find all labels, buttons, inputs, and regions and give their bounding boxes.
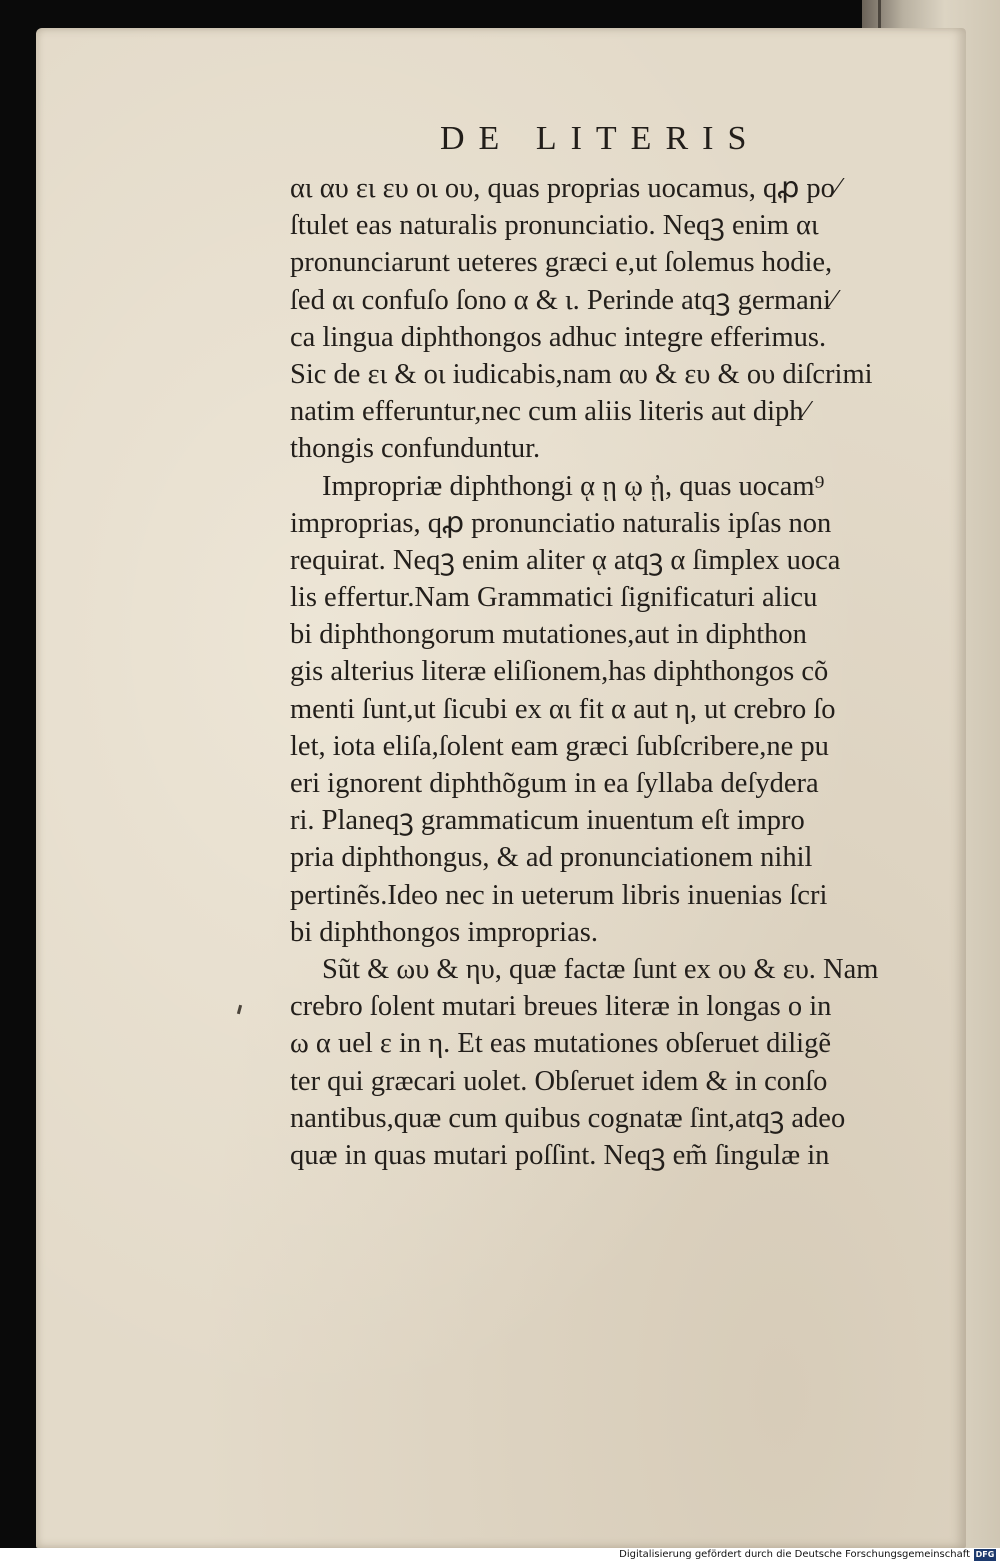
- text-line: nantibus,quæ cum quibus cognatæ ſint,atqꝫ adeo: [290, 1102, 846, 1134]
- text-line: quæ in quas mutari poſſint. Neqꝫ em̃ ſingulæ in: [290, 1139, 830, 1171]
- paragraph-start-line: Impropriæ diphthongi ᾳ ῃ ῳ ᾐ, quas uocam⁹: [322, 470, 825, 502]
- page-text: [290, 170, 920, 1174]
- text-line: pronunciarunt ueteres græci e,ut ſolemus hodie,: [290, 247, 833, 279]
- text-line: improprias, qꝓ pronunciatio naturalis ipſas non: [290, 507, 832, 539]
- text-line: αι αυ ει ευ οι ου, quas proprias uocamus, qꝓ po⁄: [290, 173, 840, 204]
- text-line: ri. Planeqꝫ grammaticum inuentum eſt impro: [290, 805, 805, 837]
- text-line: ca lingua diphthongos adhuc integre efferimus.: [290, 321, 827, 353]
- funding-credit: Digitalisierung gefördert durch die Deutsche Forschungsgemeinschaft: [619, 1549, 970, 1560]
- text-line: ſed αι confuſo ſono α & ι. Perinde atqꝫ germani⁄: [290, 284, 836, 316]
- text-line: Sic de ει & οι iudicabis,nam αυ & ευ & ου diſcrimi: [290, 358, 873, 390]
- text-line: pertinẽs.Ideo nec in ueterum libris inuenias ſcri: [290, 879, 828, 911]
- text-line: thongis confunduntur.: [290, 433, 541, 465]
- text-line: bi diphthongos improprias.: [290, 916, 598, 948]
- running-head: DE LITERIS: [440, 120, 761, 157]
- text-line: menti ſunt,ut ſicubi ex αι fit α aut η, ut crebro ſo: [290, 693, 836, 725]
- text-line: ω α uel ε in η. Et eas mutationes obſeruet diligẽ: [290, 1028, 831, 1060]
- text-line: lis effertur.Nam Grammatici ſignificaturi alicu: [290, 582, 818, 614]
- paragraph-start-line: Sũt & ωυ & ηυ, quæ factæ ſunt ex ου & ευ. Nam: [322, 953, 879, 985]
- text-line: ſtulet eas naturalis pronunciatio. Neqꝫ enim αι: [290, 210, 819, 242]
- text-line: let, iota eliſa,ſolent eam græci ſubſcribere,ne pu: [290, 730, 829, 762]
- dfg-logo-icon: DFG: [975, 1550, 995, 1559]
- text-line: bi diphthongorum mutationes,aut in diphthon: [290, 619, 807, 651]
- text-line: ter qui græcari uolet. Obſeruet idem & in conſo: [290, 1065, 828, 1097]
- text-line: eri ignorent diphthõgum in ea ſyllaba deſydera: [290, 768, 819, 799]
- text-line: requirat. Neqꝫ enim aliter ᾳ atqꝫ α ſimplex uoca: [290, 544, 841, 576]
- text-line: crebro ſolent mutari breues literæ in longas ο in: [290, 991, 832, 1023]
- text-line: gis alterius literæ eliſionem,has diphthongos cõ: [290, 656, 829, 688]
- text-line: natim efferuntur,nec cum aliis literis aut diph⁄: [290, 396, 809, 428]
- text-line: pria diphthongus, & ad pronunciationem nihil: [290, 842, 813, 874]
